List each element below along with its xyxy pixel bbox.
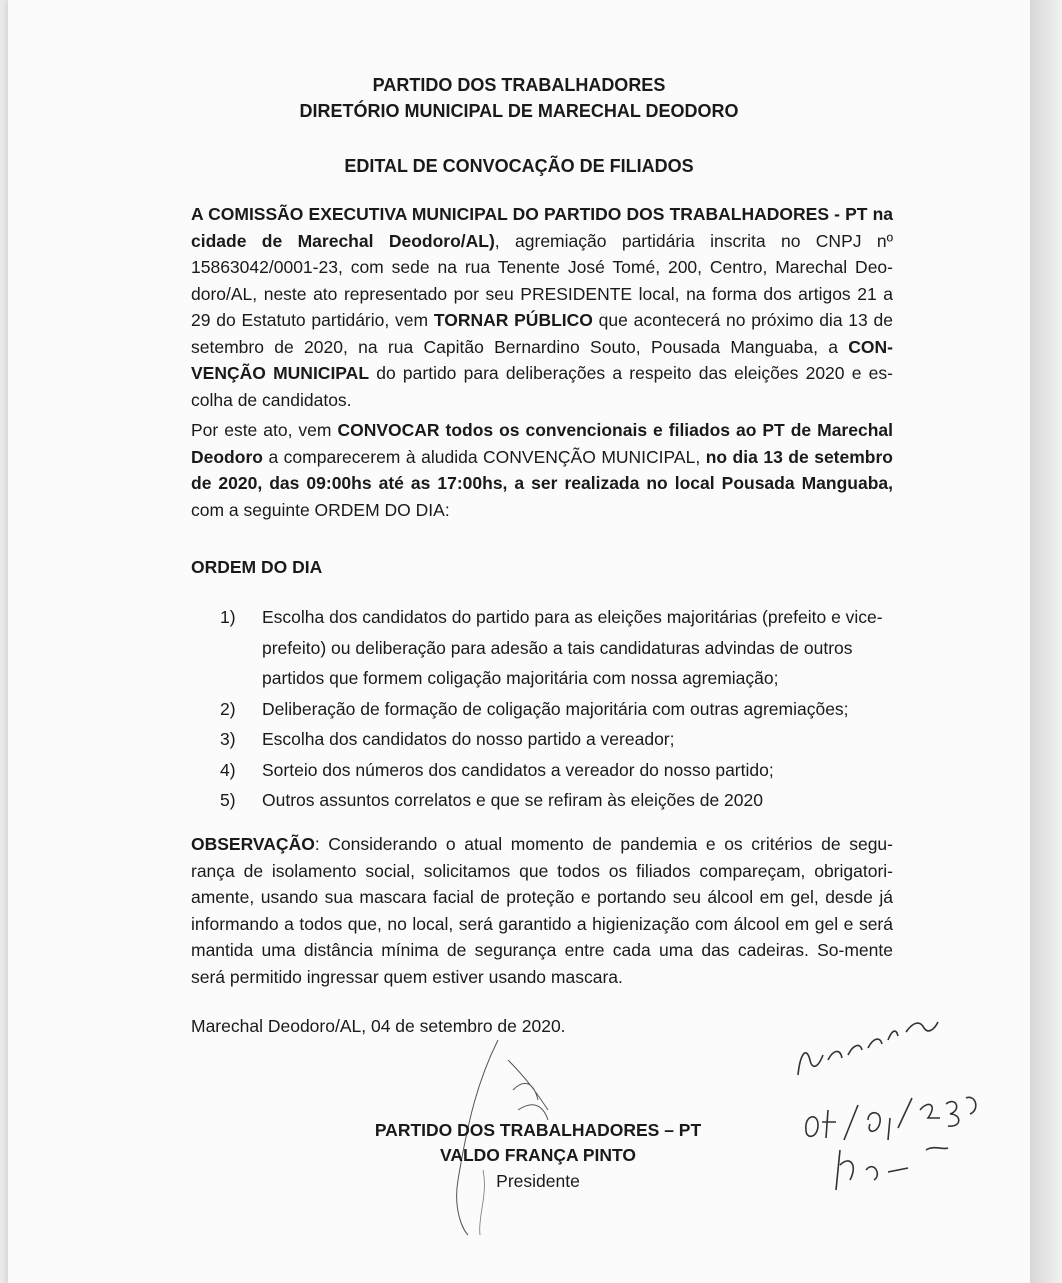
conv-bold-data: no dia 13 de setembro de 2020, das 09:00hs até as 17:00hs, a ser realizada no local Pousada Manguaba, [191, 446, 893, 493]
item-text: Escolha dos candidatos do nosso partido a vereador; [262, 729, 675, 749]
observation-paragraph [191, 831, 893, 990]
item-number: 4) [220, 759, 236, 780]
place-date-line: Marechal Deodoro/AL, 04 de setembro de 2020. [191, 1016, 566, 1036]
intro-text-b: que acontecerá no próximo dia 13 de setembro de 2020, na rua Capitão Bernardino Souto, Pousada Manguaba, a [191, 310, 894, 357]
intro-bold-convencao: CON-VENÇÃO MUNICIPAL [191, 336, 893, 383]
agenda-heading: ORDEM DO DIA [191, 557, 323, 577]
document-title: EDITAL DE CONVOCAÇÃO DE FILIADOS [344, 156, 694, 176]
document-page [8, 0, 1030, 1283]
party-name-heading: PARTIDO DOS TRABALHADORES [372, 75, 666, 95]
item-text: Outros assuntos correlatos e que se refiram às eleições de 2020 [262, 790, 763, 810]
list-item [220, 755, 900, 786]
intro-text-c: do partido para deliberações a respeito das eleições 2020 e es-colha de candidatos. [191, 363, 893, 410]
item-number: 2) [220, 698, 236, 719]
item-text: Deliberação de formação de coligação majoritária com outras agremiações; [262, 698, 849, 719]
agenda-list [220, 602, 900, 816]
item-text: Escolha dos candidatos do partido para as eleições majoritárias (prefeito e vice-prefeito) ou deliberação para adesão a tais candidaturas advindas de outros partidos que formem coligação majoritária com nossa agremiação; [262, 607, 883, 688]
directory-heading: DIRETÓRIO MUNICIPAL DE MARECHAL DEODORO [299, 101, 739, 121]
intro-paragraph [191, 201, 893, 413]
intro-text-a: , agremiação partidária inscrita no CNPJ nº 15863042/0001-23, com sede na rua Tenente José Tomé, 200, Centro, Marechal Deo-doro/AL, neste ato representado por seu PRESIDENTE local, na forma dos artigos 21 a 29 do Estatuto partidário, vem [191, 230, 893, 330]
item-number: 1) [220, 607, 236, 627]
item-number: 5) [220, 790, 236, 810]
handwritten-receipt-note [778, 1000, 998, 1200]
item-number: 3) [220, 729, 236, 749]
observation-label: OBSERVAÇÃO [191, 834, 315, 854]
conv-text-c: com a seguinte ORDEM DO DIA: [191, 499, 450, 520]
list-item [220, 724, 900, 755]
item-text: Sorteio dos números dos candidatos a vereador do nosso partido; [262, 759, 774, 780]
list-item [220, 785, 900, 816]
intro-bold-publico: TORNAR PÚBLICO [433, 310, 593, 330]
signature-name: VALDO FRANÇA PINTO [439, 1145, 637, 1165]
intro-bold: A COMISSÃO EXECUTIVA MUNICIPAL DO PARTIDO DOS TRABALHADORES - PT na cidade de Marechal Deodoro/AL) [191, 204, 893, 251]
list-item [220, 602, 900, 694]
page-edge-shadow [1030, 0, 1062, 1283]
conv-bold-convocar: CONVOCAR todos os convencionais e filiados ao PT de Marechal Deodoro [191, 420, 893, 467]
list-item [220, 694, 900, 725]
observation-text: : Considerando o atual momento de pandemia e os critérios de segu-rança de isolamento social, solicitamos que todos os filiados compareçam, obrigatori-amente, usando sua mascara facial de proteção e portando seu álcool em gel, desde já informando a todos que, no local, será garantido a higienização com álcool em gel e será mantida uma distância mínima de segurança entre cada uma das cadeiras. So-mente será permitido ingressar quem estiver usando mascara. [191, 834, 893, 987]
conv-text-b: a comparecerem à aludida CONVENÇÃO MUNICIPAL, [262, 446, 706, 467]
conv-text-a: Por este ato, vem [191, 420, 338, 440]
convocation-paragraph [191, 417, 893, 523]
signature-org: PARTIDO DOS TRABALHADORES – PT [374, 1120, 702, 1140]
signature-role: Presidente [496, 1171, 580, 1191]
